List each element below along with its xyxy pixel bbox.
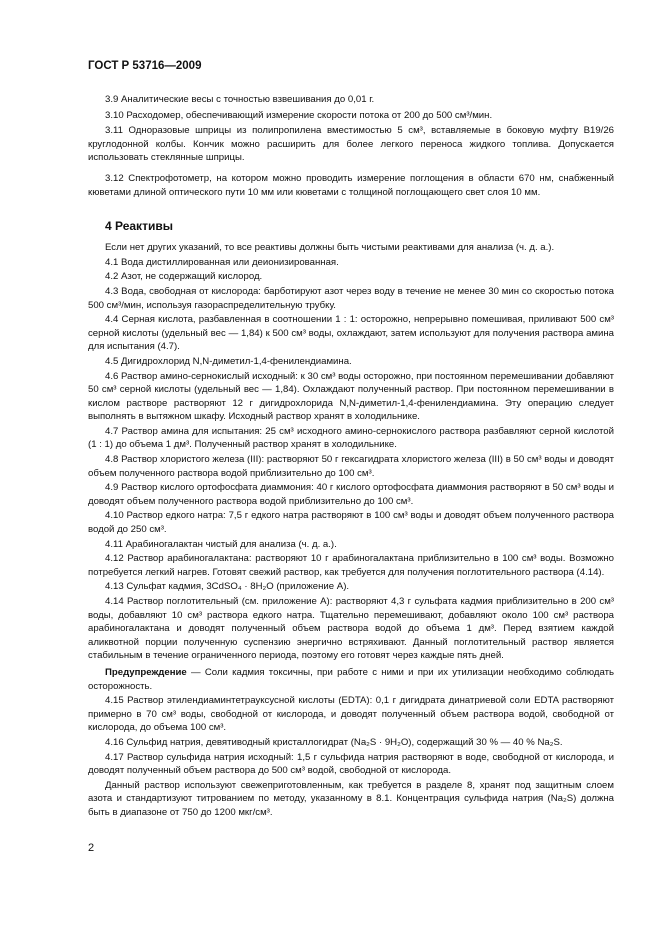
reagents-intro: Если нет других указаний, то все реактивы должны быть чистыми реактивами для анализа (ч. д. а.). xyxy=(105,242,555,254)
standard-designation: ГОСТ Р 53716—2009 xyxy=(88,60,202,72)
warning-label: Предупреждение xyxy=(105,666,187,678)
warning-text: — Соли кадмия токсичны, при работе с ними и при их утилизации необходимо соблюдать осторожность. xyxy=(88,666,614,692)
clause-4-6: 4.6 Раствор амино-сернокислый исходный: к 30 см³ воды осторожно, при постоянном перемешивании добавляют 50 см³ серной кислоты (удельный вес — 1,84). Охлаждают полученный раствор. При постоянном перемешивании в кислом растворе растворяют 12 г дигидрохлорида N,N-диметил-1,4-фенилендиамина. Эту операцию следует выполнять в вытяжном шкафу. Исходный раствор хранят в холодильнике. xyxy=(88,370,614,423)
clause-4-4: 4.4 Серная кислота, разбавленная в соотношении 1 : 1: осторожно, непрерывно помешивая, приливают 500 см³ серной кислоты (удельный вес — 1,84) к 500 см³ воды, охлаждают, затем используют для получения раствора амина для испытания (4.7). xyxy=(88,314,614,353)
clause-4-1: 4.1 Вода дистиллированная или деионизированная. xyxy=(105,256,339,268)
clause-4-3: 4.3 Вода, свободная от кислорода: барботируют азот через воду в течение не менее 30 мин со скоростью потока 500 см³/мин, используя газораспределительную трубку. xyxy=(88,285,614,311)
document-body xyxy=(88,93,614,820)
clause-4-13: 4.13 Сульфат кадмия, 3CdSO₄ · 8H₂O (приложение А). xyxy=(105,581,350,593)
clause-4-9: 4.9 Раствор кислого ортофосфата диаммония: 40 г кислого ортофосфата диаммония растворяют в 50 см³ воды и доводят объем полученного раствора водой приблизительно до 100 см³. xyxy=(88,482,614,507)
clause-4-8: 4.8 Раствор хлористого железа (III): растворяют 50 г гексагидрата хлористого железа (III) в 50 см³ воды и доводят объем полученного раствора водой приблизительно до 100 см³. xyxy=(88,454,614,479)
clause-4-17: 4.17 Раствор сульфида натрия исходный: 1,5 г сульфида натрия растворяют в воде, свободной от кислорода, и доводят полученный объем раствора до 500 см³ водой, свободной от кислорода. xyxy=(88,751,614,777)
clause-4-16: 4.16 Сульфид натрия, девятиводный кристаллогидрат (Na₂S · 9H₂O), содержащий 30 % — 40 % Na₂S. xyxy=(105,736,563,748)
clause-4-17-note: Данный раствор используют свежеприготовленным, как требуется в разделе 8, хранят под защитным слоем азота и стандартизуют титрованием по методу, указанному в 8.1. Концентрация сульфида натрия (Na₂S) должна быть в диапазоне от 750 до 1200 мкг/см³. xyxy=(88,779,614,818)
clause-3-12: 3.12 Спектрофотометр, на котором можно проводить измерение поглощения в области 670 нм, снабженный кюветами длиной оптического пути 10 мм или кюветами с толщиной поглощающего свет слоя 10 мм. xyxy=(88,172,614,198)
clause-4-15: 4.15 Раствор этилендиаминтетрауксусной кислоты (EDTA): 0,1 г дигидрата динатриевой соли EDTA растворяют примерно в 70 см³ воды, свободной от кислорода, и доводят полученный объем раствора водой, свободной от кислорода, до объема 100 см³. xyxy=(88,695,614,734)
clause-4-14: 4.14 Раствор поглотительный (см. приложение А): растворяют 4,3 г сульфата кадмия приблизительно в 200 см³ воды, добавляют 10 см³ раствора едкого натра. Тщательно перемешивают, добавляют около 100 см³ раствора арабиногалактана и доводят полученный объем раствора водой до объема 1 дм³. Перед взятием каждой аликвотной порции полученную суспензию энергично встряхивают. Данный поглотительный раствор является стабильным в течение ограниченного периода, поэтому его готовят через каждые пять дней. xyxy=(88,596,614,662)
clause-3-9: 3.9 Аналитические весы с точностью взвешивания до 0,01 г. xyxy=(105,94,375,105)
clause-4-11: 4.11 Арабиногалактан чистый для анализа (ч. д. а.). xyxy=(105,538,337,550)
clause-4-2: 4.2 Азот, не содержащий кислород. xyxy=(105,271,263,283)
clause-3-10: 3.10 Расходомер, обеспечивающий измерение скорости потока от 200 до 500 см³/мин. xyxy=(105,109,493,121)
page-number: 2 xyxy=(88,842,95,854)
clause-4-5: 4.5 Дигидрохлорид N,N-диметил-1,4-фенилендиамина. xyxy=(105,355,352,367)
cadmium-warning xyxy=(88,666,614,693)
clause-3-11: 3.11 Одноразовые шприцы из полипропилена вместимостью 5 см³, вставляемые в боковую муфту B19/26 круглодонной колбы. Кончик можно расширить для более легкого переноса жидкого топлива. Допускается использовать стеклянные шприцы. xyxy=(88,125,614,164)
section-title-reagents: 4 Реактивы xyxy=(105,219,173,234)
clause-4-12: 4.12 Раствор арабиногалактана: растворяют 10 г арабиногалактана приблизительно в 100 см³ воды. Возможно потребуется легкий нагрев. Готовят свежий раствор, как требуется для получения поглотительного раствора (4.14). xyxy=(88,553,614,578)
clause-4-10: 4.10 Раствор едкого натра: 7,5 г едкого натра растворяют в 100 см³ воды и доводят объем полученного раствора водой до 250 см³. xyxy=(88,510,614,536)
clause-4-7: 4.7 Раствор амина для испытания: 25 см³ исходного амино-сернокислого раствора разбавляют серной кислотой (1 : 1) до объема 1 дм³. Полученный раствор хранят в холодильнике. xyxy=(88,425,614,451)
